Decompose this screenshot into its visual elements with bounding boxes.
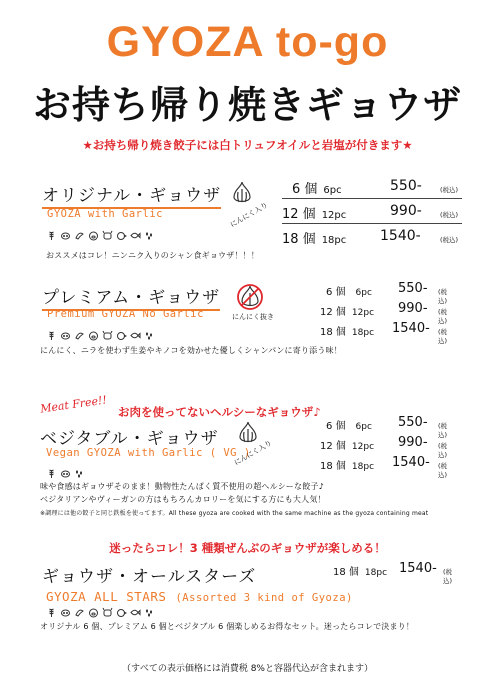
- soy-icon: [60, 464, 71, 475]
- cow-icon: [102, 226, 113, 237]
- allstars-description: オリジナル 6 個、プレミアム 6 個とベジタブル 6 個楽しめるお得なセット。迷ったらコレで決まり！: [40, 622, 415, 631]
- price-row: 18 個 18pc 1540- (税込): [333, 561, 453, 585]
- price-row: 6 個 6pc 550- (税込): [326, 415, 448, 439]
- soy-icon: [60, 326, 71, 337]
- fish-icon: [130, 226, 141, 237]
- title-jp: お持ち帰り焼きギョウザ: [32, 83, 462, 127]
- vegetable-description-1: 味や食感はギョウザそのまま！動物性たんぱく質不使用の超ヘルシーな餃子♪: [40, 482, 324, 491]
- wheat-icon: [46, 464, 57, 475]
- allstars-title: ギョウザ・オールスターズ: [42, 567, 257, 587]
- vegetable-description-2: ベジタリアンやヴィーガンの方はもちろんカロリーを気にする方にも大人気！: [40, 495, 326, 504]
- allergen-icons: [46, 326, 155, 337]
- sesame-icon: [144, 326, 155, 337]
- garlic-badge: にんにく入り: [232, 439, 274, 467]
- no-garlic-badge: にんにく抜き: [232, 313, 274, 321]
- fish-icon: [130, 603, 141, 614]
- cow-icon: [102, 603, 113, 614]
- allstars-title-en-sub: (Assorted 3 kind of Gyoza): [175, 592, 353, 604]
- premium-title-en: Premium GYOZA No Garlic: [47, 308, 204, 320]
- allergen-icons: [46, 464, 85, 475]
- pig-icon: [88, 326, 99, 337]
- wheat-icon: [46, 603, 57, 614]
- shrimp-icon: [74, 603, 85, 614]
- allstars-heading: 迷ったらコレ！3 種類ぜんぶのギョウザが楽しめる！: [109, 541, 386, 555]
- wheat-icon: [46, 226, 57, 237]
- allstars-title-en: GYOZA ALL STARS: [46, 589, 167, 604]
- meat-free-label: Meat Free!!: [39, 393, 108, 416]
- wheat-icon: [46, 326, 57, 337]
- sesame-icon: [144, 603, 155, 614]
- price-row: 18 個 18pc 1540- (税込): [282, 228, 459, 247]
- vegetable-title-en: Vegan GYOZA with Garlic ( VG ): [46, 447, 251, 459]
- truffle-banner: ★お持ち帰り焼き餃子には白トリュフオイルと岩塩が付きます★: [82, 138, 413, 152]
- soy-icon: [60, 226, 71, 237]
- soy-icon: [60, 603, 71, 614]
- vegetable-heading: お肉を使ってないヘルシーなギョウザ♪: [118, 405, 321, 419]
- garlic-icon: [230, 180, 254, 210]
- original-title-en: GYOZA with Garlic: [47, 208, 163, 220]
- chicken-icon: [116, 226, 127, 237]
- shrimp-icon: [74, 326, 85, 337]
- sesame-icon: [74, 464, 85, 475]
- pig-icon: [88, 603, 99, 614]
- allstars-price-table: [333, 563, 483, 583]
- allergen-icons: [46, 603, 155, 614]
- original-description: おススメはコレ！ニンニク入りのシャン食ギョウザ！！！: [46, 251, 260, 260]
- price-row: 18 個 18pc 1540- (税込): [320, 321, 448, 345]
- price-row: 18 個 18pc 1540- (税込): [320, 455, 448, 479]
- price-row: 12 個 12pc 990- (税込): [320, 301, 448, 325]
- vegetable-title: ベジタブル・ギョウザ: [40, 429, 219, 449]
- price-row: 12 個 12pc 990- (税込): [282, 203, 459, 222]
- premium-price-table: [318, 283, 473, 343]
- garlic-badge: にんにく入り: [228, 201, 270, 229]
- cow-icon: [102, 326, 113, 337]
- chicken-icon: [116, 326, 127, 337]
- price-row: 6 個 6pc 550- (税込): [326, 281, 448, 305]
- fish-icon: [130, 326, 141, 337]
- price-row: 6 個 6pc 550- (税込): [292, 178, 459, 197]
- price-row: 12 個 12pc 990- (税込): [320, 435, 448, 459]
- original-title: オリジナル・ギョウザ: [42, 181, 221, 209]
- shrimp-icon: [74, 226, 85, 237]
- pig-icon: [88, 226, 99, 237]
- premium-title: プレミアム・ギョウザ: [42, 283, 220, 311]
- sesame-icon: [144, 226, 155, 237]
- allergen-icons: [46, 226, 155, 237]
- vegetable-note: ※調理には他の餃子と同じ鉄板を使ってます。All these gyoza are cooked with the same machine as the gyoza containing meat: [40, 510, 429, 517]
- title-en: GYOZA to-go: [106, 18, 389, 66]
- tax-footer: （すべての表示価格には消費税 8%と容器代込が含まれます）: [122, 664, 373, 674]
- vegetable-price-table: [318, 417, 473, 477]
- original-price-table: [282, 178, 472, 248]
- chicken-icon: [116, 603, 127, 614]
- no-garlic-icon: [236, 283, 264, 315]
- premium-description: にんにく、ニラを使わず生姜やキノコを効かせた優しくシャンパンに寄り添う味！: [40, 346, 342, 355]
